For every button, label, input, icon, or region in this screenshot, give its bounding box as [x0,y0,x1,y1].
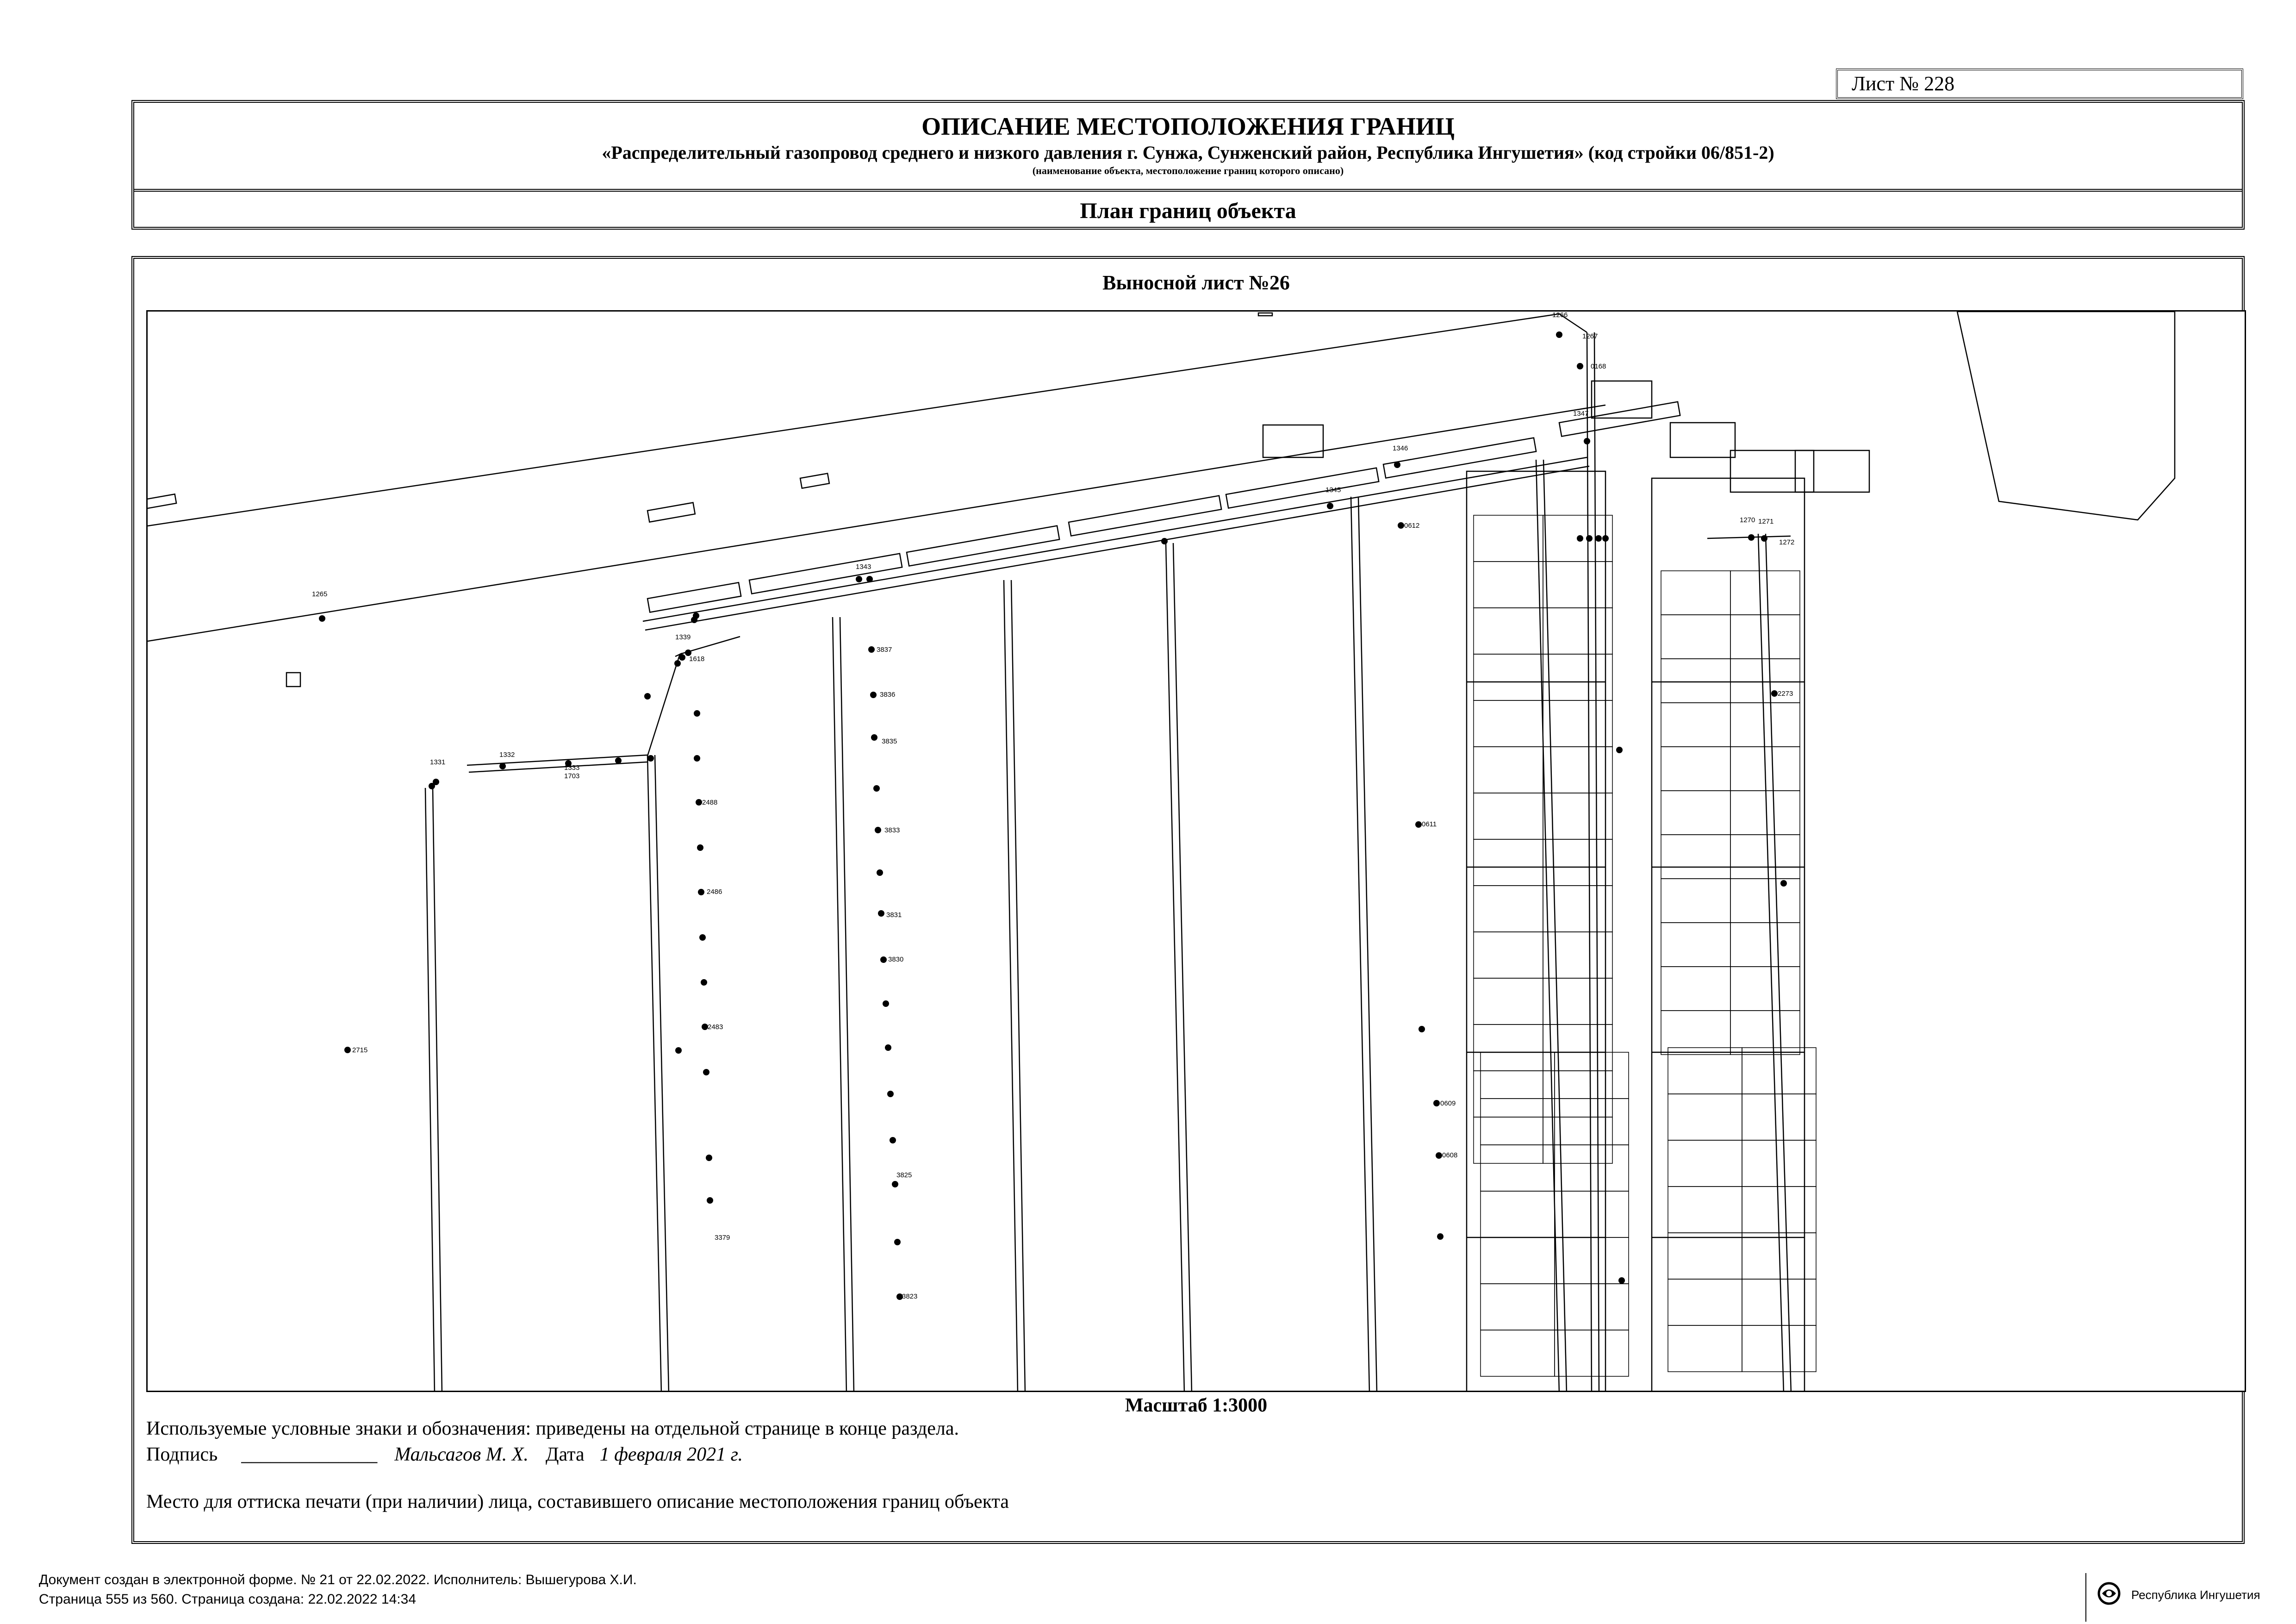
plan-title: План границ объекта [1080,199,1296,223]
republic-emblem-icon [2097,1581,2122,1606]
parcel-block-right [1652,478,1804,1392]
extract-sheet-title: Выносной лист №26 [1102,271,1290,294]
map-scale: Масштаб 1:3000 [1125,1395,1268,1416]
cadastral-lot [1474,515,1543,562]
cadastral-lot [1543,793,1612,839]
cadastral-lot [1481,1191,1555,1237]
document-title: ОПИСАНИЕ МЕСТОПОЛОЖЕНИЯ ГРАНИЦ [921,112,1455,140]
cadastral-lot [1543,978,1612,1024]
cadastral-lot [1661,571,1730,615]
point-label-3837: 3837 [877,646,892,654]
road-edge-top [148,314,1559,526]
point-label-3833: 3833 [884,826,900,834]
signature-label: Подпись [146,1444,218,1465]
boundary-map[interactable] [146,310,2246,1392]
cadastral-lot [1543,932,1612,978]
cadastral-lot [1555,1145,1629,1191]
cadastral-lot [1730,923,1800,967]
cadastral-lot [1668,1140,1742,1187]
point-label-3830: 3830 [888,956,904,963]
cadastral-lot [1474,886,1543,932]
cadastral-lot [1474,793,1543,839]
signature-date: 1 февраля 2021 г. [599,1444,743,1465]
point-label-1343: 1343 [856,563,871,571]
header-box [131,100,2245,230]
point-label-2715: 2715 [352,1046,368,1054]
footer-divider [2085,1573,2086,1622]
sheet-number: Лист № 228 [1836,69,2243,99]
point-label-1333: 1333 [564,764,580,772]
point-label-1267: 1267 [1582,332,1598,340]
signatory-name: Мальсагов М. Х. [394,1444,529,1465]
cadastral-lot [1481,1237,1555,1284]
point-label-0608: 0608 [1442,1151,1458,1159]
cadastral-lot [1481,1330,1555,1376]
cadastral-lot [1474,932,1543,978]
pipeline-diagonal-a [643,457,1587,621]
point-label-3835: 3835 [882,737,897,745]
cadastral-lot [1543,1024,1612,1071]
cadastral-lot [1730,835,1800,879]
cadastral-lot [1543,747,1612,793]
point-label-0609: 0609 [1440,1099,1456,1107]
point-label-1347: 1347 [1573,410,1589,418]
cadastral-lot [1481,1099,1555,1145]
cadastral-lot [1668,1279,1742,1325]
point-label-3836: 3836 [880,691,896,699]
cadastral-lot [1543,700,1612,747]
point-label-1271: 1271 [1758,518,1774,525]
cadastral-lot [1474,978,1543,1024]
cadastral-lot [1474,747,1543,793]
cadastral-lot [1730,967,1800,1011]
footer-line-2: Страница 555 из 560. Страница создана: 22.02.2022 14:34 [39,1592,417,1607]
footer-line-1: Документ создан в электронной форме. № 21 от 22.02.2022. Исполнитель: Вышегурова Х.И. [39,1572,637,1587]
cadastral-lot [1661,615,1730,659]
signature-row [146,1443,743,1466]
point-label-0612: 0612 [1404,522,1420,530]
cadastral-lot [1474,1024,1543,1071]
map-canvas [148,312,2246,1392]
cadastral-lot [1661,923,1730,967]
point-label-3823: 3823 [902,1293,918,1300]
point-label-1332: 1332 [499,751,515,759]
cadastral-lot [1474,608,1543,654]
legend-note: Используемые условные знаки и обозначения: приведены на отдельной странице в конце раздела. [146,1418,959,1439]
cadastral-lot [1474,839,1543,886]
point-label-3825: 3825 [896,1171,912,1179]
cadastral-lot [1474,562,1543,608]
point-label-0611: 0611 [1422,820,1437,828]
cadastral-lot [1730,791,1800,835]
point-label-1339: 1339 [675,633,691,641]
point-label-1618: 1618 [689,655,705,663]
cadastral-lot [1474,1071,1543,1117]
point-label-1703: 1703 [564,772,580,780]
footer-logo-text: Республика Ингушетия [2131,1588,2260,1602]
point-label-2488: 2488 [702,799,718,806]
cadastral-lot [1481,1284,1555,1330]
cadastral-lot [1668,1233,1742,1279]
cadastral-lot [1661,879,1730,923]
cadastral-lot [1543,562,1612,608]
cadastral-lot [1668,1325,1742,1372]
road-edge-bottom [148,405,1605,641]
cadastral-lot [1555,1052,1629,1099]
object-name: «Распределительный газопровод среднего и низкого давления г. Сунжа, Сунженский район, Республика Ингушетия» (код стройки 06/851-2) [602,142,1774,163]
parcel-outline [1957,312,2175,520]
header-divider [134,189,2242,192]
cadastral-lot [1543,654,1612,700]
cadastral-lot [1555,1099,1629,1145]
cadastral-lot [1668,1094,1742,1140]
survey-points [319,331,1787,1300]
cadastral-lot [1661,835,1730,879]
stamp-placeholder: Место для оттиска печати (при наличии) лица, составившего описание местоположения границ объекта [146,1491,1009,1512]
cadastral-lot [1474,654,1543,700]
point-label-3831: 3831 [886,911,902,919]
cadastral-lot [1668,1187,1742,1233]
point-label-1331: 1331 [430,758,446,766]
cadastral-lot [1543,1071,1612,1117]
cadastral-lot [1661,967,1730,1011]
point-label-2483: 2483 [708,1023,723,1031]
cadastral-lot [1661,747,1730,791]
cadastral-lot [1661,703,1730,747]
cadastral-lot [1474,700,1543,747]
point-label-2273: 2273 [1778,690,1793,698]
point-label-1345: 1345 [1325,486,1341,494]
cadastral-lot [1730,615,1800,659]
point-label-2486: 2486 [707,888,722,896]
lot-grid [1474,515,1816,1376]
cadastral-lot [1661,659,1730,703]
cadastral-lot [1730,879,1800,923]
point-label-0168: 0168 [1591,362,1606,370]
point-label-1265: 1265 [312,590,328,598]
object-name-caption: (наименование объекта, местоположение границ которого описано) [1032,165,1344,176]
pipeline-diagonal-b [645,466,1589,630]
cadastral-lot [1661,791,1730,835]
point-label-3379: 3379 [715,1234,730,1242]
point-label-1270: 1270 [1740,516,1755,524]
point-label-1266: 1266 [1552,312,1568,319]
point-label-1346: 1346 [1393,444,1408,452]
cadastral-lot [1543,886,1612,932]
cadastral-lot [1555,1191,1629,1237]
cadastral-lot [1481,1145,1555,1191]
cadastral-lot [1481,1052,1555,1099]
date-label: Дата [545,1444,585,1465]
signature-line: ______________ [241,1444,378,1465]
cadastral-lot [1474,1117,1543,1163]
cadastral-lot [1730,703,1800,747]
cadastral-lot [1730,571,1800,615]
cadastral-lot [1543,608,1612,654]
point-label-1272: 1272 [1779,538,1795,546]
